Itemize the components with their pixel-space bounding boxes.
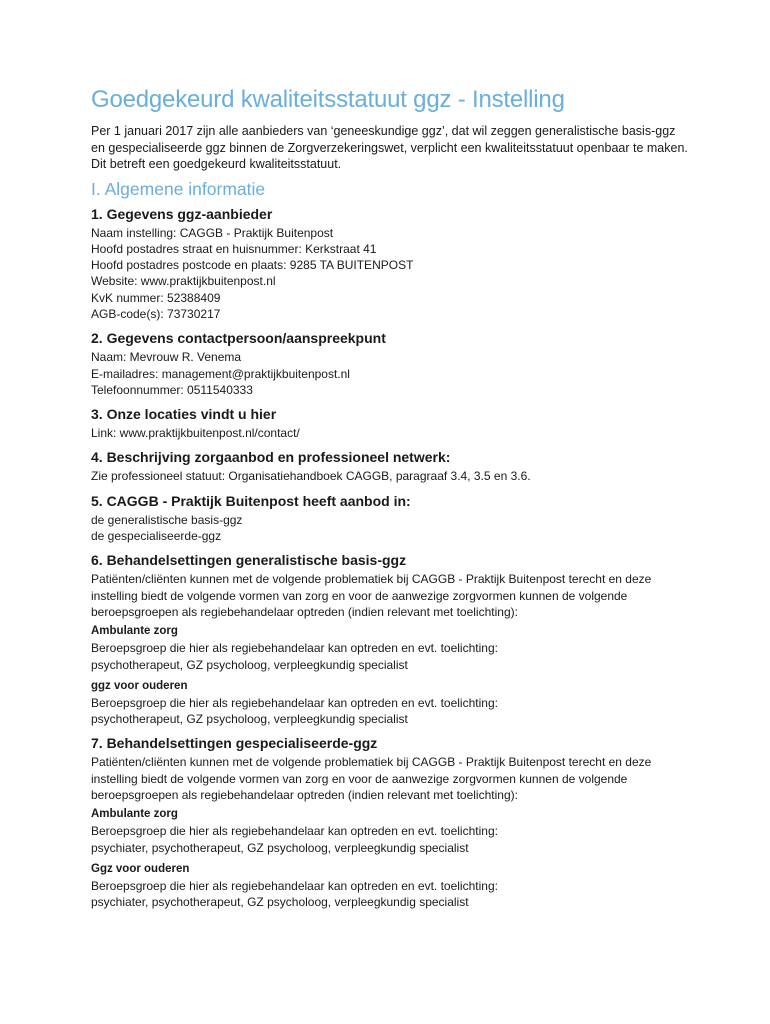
care-form-title: ggz voor ouderen	[91, 679, 188, 692]
settings-intro: Patiënten/cliënten kunnen met de volgende problematiek bij CAGGB - Praktijk Buitenpost terecht en deze instelling biedt de volgende vormen van zorg en voor de aanwezige zorgvormen kunnen de volgende beroepsgroepen als regiebehandelaar optreden (indien relevant met toelichting):	[91, 572, 652, 619]
agb-code: AGB-code(s): 73730217	[91, 306, 221, 321]
street-address: Hoofd postadres straat en huisnummer: Kerkstraat 41	[91, 241, 377, 256]
subsection-heading: 7. Behandelsettingen gespecialiseerde-ggz	[91, 735, 378, 752]
subsection-specialized-ggz-settings	[91, 735, 690, 910]
document-title: Goedgekeurd kwaliteitsstatuut ggz - Instelling	[91, 86, 565, 113]
care-form-label: Beroepsgroep die hier als regiebehandelaar kan optreden en evt. toelichting:	[91, 695, 498, 710]
care-form-label: Beroepsgroep die hier als regiebehandelaar kan optreden en evt. toelichting:	[91, 641, 498, 656]
care-form-professions: psychotherapeut, GZ psycholoog, verpleegkundig specialist	[91, 657, 408, 672]
intro-paragraph: Per 1 januari 2017 zijn alle aanbieders van ‘geneeskundige ggz’, dat wil zeggen generalistische basis-ggz en gespecialiseerde ggz binnen de Zorgverzekeringswet, verplicht een kwaliteitsstatuut openbaar te maken. Dit betreft een goedgekeurd kwaliteitsstatuut.	[91, 124, 688, 171]
offering-item: de gespecialiseerde-ggz	[91, 529, 222, 544]
care-form-block	[91, 808, 690, 856]
subsection-offering-types	[91, 493, 690, 545]
care-form-title: Ambulante zorg	[91, 808, 178, 821]
subsection-provider-details	[91, 206, 690, 323]
care-form-title: Ggz voor ouderen	[91, 862, 190, 875]
locations-link: Link: www.praktijkbuitenpost.nl/contact/	[91, 426, 300, 441]
care-form-block	[91, 863, 690, 911]
contact-email: E-mailadres: management@praktijkbuitenpost.nl	[91, 366, 350, 381]
offering-item: de generalistische basis-ggz	[91, 512, 243, 527]
postal-code-city: Hoofd postadres postcode en plaats: 9285 TA BUITENPOST	[91, 258, 414, 273]
care-form-title: Ambulante zorg	[91, 625, 178, 638]
contact-phone: Telefoonnummer: 0511540333	[91, 382, 253, 397]
care-form-label: Beroepsgroep die hier als regiebehandelaar kan optreden en evt. toelichting:	[91, 824, 498, 839]
care-form-label: Beroepsgroep die hier als regiebehandelaar kan optreden en evt. toelichting:	[91, 878, 498, 893]
care-form-professions: psychiater, psychotherapeut, GZ psycholoog, verpleegkundig specialist	[91, 840, 469, 855]
care-form-block	[91, 625, 690, 673]
care-form-professions: psychotherapeut, GZ psycholoog, verpleegkundig specialist	[91, 712, 408, 727]
subsection-contact-person	[91, 330, 690, 398]
subsection-heading: 4. Beschrijving zorgaanbod en professioneel netwerk:	[91, 449, 451, 466]
subsection-care-offering	[91, 449, 690, 484]
kvk-number: KvK nummer: 52388409	[91, 290, 221, 305]
subsection-heading: 2. Gegevens contactpersoon/aanspreekpunt	[91, 330, 386, 347]
care-form-block	[91, 680, 690, 728]
professional-statute-reference: Zie professioneel statuut: Organisatiehandboek CAGGB, paragraaf 3.4, 3.5 en 3.6.	[91, 469, 531, 484]
settings-intro: Patiënten/cliënten kunnen met de volgende problematiek bij CAGGB - Praktijk Buitenpost terecht en deze instelling biedt de volgende vormen van zorg en voor de aanwezige zorgvormen kunnen de volgende beroepsgroepen als regiebehandelaar optreden (indien relevant met toelichting):	[91, 755, 652, 803]
institution-name: Naam instelling: CAGGB - Praktijk Buitenpost	[91, 225, 334, 240]
care-form-professions: psychiater, psychotherapeut, GZ psycholoog, verpleegkundig specialist	[91, 895, 469, 910]
section-heading-general-info: I. Algemene informatie	[91, 178, 266, 199]
subsection-heading: 6. Behandelsettingen generalistische basis-ggz	[91, 552, 407, 569]
subsection-heading: 1. Gegevens ggz-aanbieder	[91, 205, 273, 222]
subsection-heading: 5. CAGGB - Praktijk Buitenpost heeft aanbod in:	[91, 492, 411, 509]
subsection-heading: 3. Onze locaties vindt u hier	[91, 406, 277, 423]
subsection-basic-ggz-settings	[91, 552, 690, 727]
subsection-locations	[91, 406, 690, 441]
contact-name: Naam: Mevrouw R. Venema	[91, 350, 242, 365]
website: Website: www.praktijkbuitenpost.nl	[91, 274, 276, 289]
